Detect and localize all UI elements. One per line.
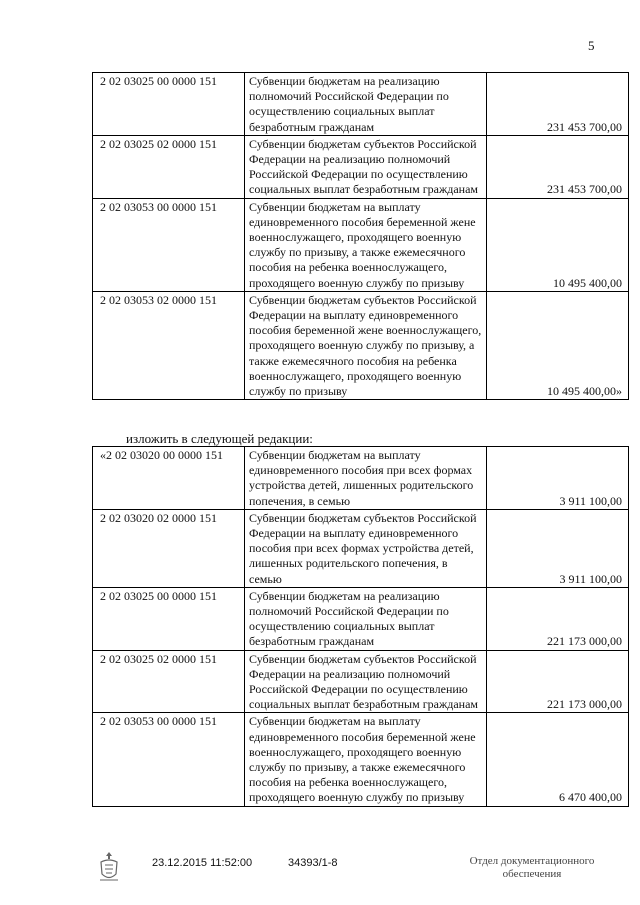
stamp-line: обеспечения bbox=[502, 868, 562, 880]
budget-table-current bbox=[92, 72, 629, 400]
page-number: 5 bbox=[588, 38, 595, 53]
amount-cell: 6 470 400,00 bbox=[487, 713, 629, 806]
budget-code-cell: 2 02 03020 02 0000 151 bbox=[93, 509, 245, 587]
table-row bbox=[93, 509, 629, 587]
coat-of-arms-icon bbox=[98, 850, 120, 884]
description-cell: Субвенции бюджетам субъектов Российской Федерации на выплату единовременного пособия при всех формах устройства детей, лишенных родительского попечения, в семью bbox=[245, 509, 487, 587]
amount-cell: 231 453 700,00 bbox=[487, 135, 629, 198]
budget-code-cell: 2 02 03025 02 0000 151 bbox=[93, 650, 245, 713]
amount-cell: 231 453 700,00 bbox=[487, 73, 629, 136]
table-row bbox=[93, 73, 629, 136]
description-cell: Субвенции бюджетам субъектов Российской Федерации на реализацию полномочий Российской Федерации по осуществлению социальных выплат безработным гражданам bbox=[245, 650, 487, 713]
budget-table-new bbox=[92, 446, 629, 807]
description-cell: Субвенции бюджетам на выплату единовременного пособия при всех формах устройства детей, лишенных родительского попечения, в семью bbox=[245, 447, 487, 510]
amendment-instruction: изложить в следующей редакции: bbox=[126, 431, 313, 446]
footer-datetime: 23.12.2015 11:52:00 bbox=[152, 857, 253, 869]
budget-code-cell: «2 02 03020 00 0000 151 bbox=[93, 447, 245, 510]
amount-cell: 221 173 000,00 bbox=[487, 587, 629, 650]
page-footer bbox=[0, 850, 640, 905]
amount-cell: 10 495 400,00» bbox=[487, 291, 629, 399]
description-cell: Субвенции бюджетам субъектов Российской Федерации на выплату единовременного пособия беременной жене военнослужащего, проходящего военную службу по призыву, а также ежемесячного пособия на ребенка военнослужащего, проходящего военную службу по призыву bbox=[245, 291, 487, 399]
table-row bbox=[93, 587, 629, 650]
description-cell: Субвенции бюджетам на реализацию полномочий Российской Федерации по осуществлению социальных выплат безработным гражданам bbox=[245, 73, 487, 136]
budget-code-cell: 2 02 03053 02 0000 151 bbox=[93, 291, 245, 399]
footer-reference-number: 34393/1-8 bbox=[288, 857, 338, 869]
stamp-line: Отдел документационного bbox=[469, 855, 595, 867]
table-row bbox=[93, 291, 629, 399]
budget-code-cell: 2 02 03025 02 0000 151 bbox=[93, 135, 245, 198]
amount-cell: 3 911 100,00 bbox=[487, 447, 629, 510]
budget-code-cell: 2 02 03053 00 0000 151 bbox=[93, 713, 245, 806]
budget-code-cell: 2 02 03025 00 0000 151 bbox=[93, 73, 245, 136]
description-cell: Субвенции бюджетам на реализацию полномочий Российской Федерации по осуществлению социальных выплат безработным гражданам bbox=[245, 587, 487, 650]
table-row bbox=[93, 447, 629, 510]
description-cell: Субвенции бюджетам на выплату единовременного пособия беременной жене военнослужащего, проходящего военную службу по призыву, а также ежемесячного пособия на ребенка военнослужащего, проходящего военную службу по призыву bbox=[245, 198, 487, 291]
table-row bbox=[93, 713, 629, 806]
table-row bbox=[93, 198, 629, 291]
department-stamp bbox=[452, 855, 612, 881]
budget-code-cell: 2 02 03053 00 0000 151 bbox=[93, 198, 245, 291]
amount-cell: 3 911 100,00 bbox=[487, 509, 629, 587]
description-cell: Субвенции бюджетам субъектов Российской Федерации на реализацию полномочий Российской Федерации по осуществлению социальных выплат безработным гражданам bbox=[245, 135, 487, 198]
amount-cell: 221 173 000,00 bbox=[487, 650, 629, 713]
description-cell: Субвенции бюджетам на выплату единовременного пособия беременной жене военнослужащего, проходящего военную службу по призыву, а также ежемесячного пособия на ребенка военнослужащего, проходящего военную службу по призыву bbox=[245, 713, 487, 806]
amount-cell: 10 495 400,00 bbox=[487, 198, 629, 291]
table-row bbox=[93, 650, 629, 713]
budget-code-cell: 2 02 03025 00 0000 151 bbox=[93, 587, 245, 650]
table-row bbox=[93, 135, 629, 198]
